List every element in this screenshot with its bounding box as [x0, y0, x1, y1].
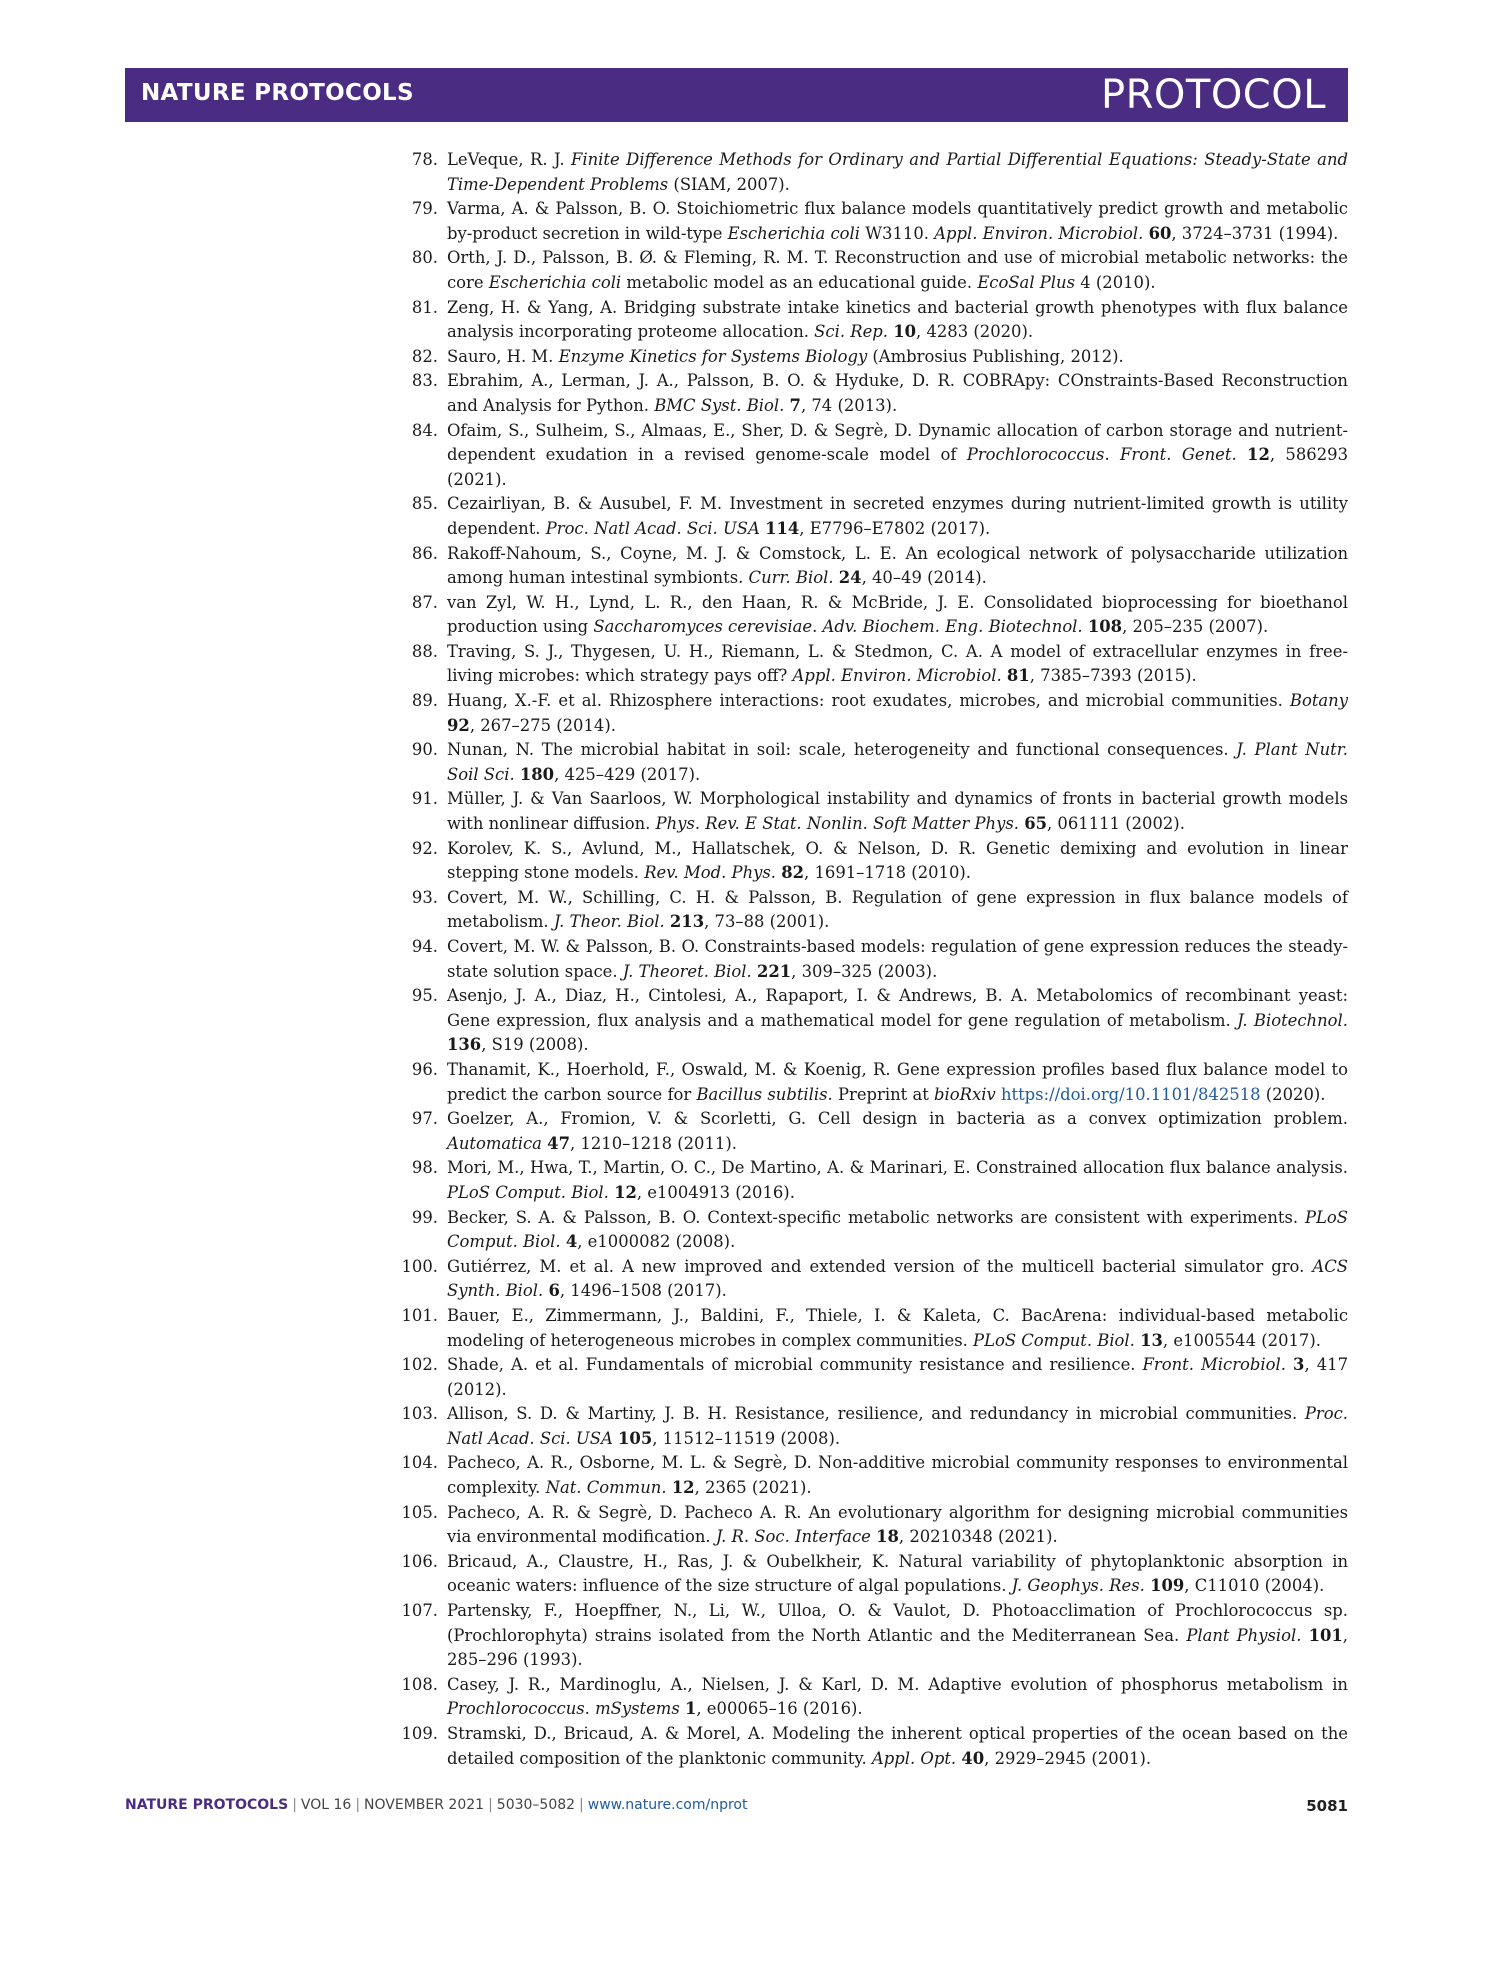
reference-italic-text: Botany: [1289, 691, 1348, 711]
reference-italic-text: Escherichia coli: [488, 272, 622, 292]
reference-item: [400, 1501, 1348, 1550]
reference-number: 83.: [411, 371, 438, 391]
reference-item: [400, 492, 1348, 541]
reference-number: 82.: [411, 346, 438, 366]
reference-text: , 417 (2012).: [447, 1355, 1348, 1399]
reference-volume: 12: [614, 1182, 637, 1202]
reference-italic-text: Plant Physiol.: [1186, 1625, 1302, 1645]
reference-volume: 12: [671, 1478, 695, 1498]
reference-text: , E7796–E7802 (2017).: [799, 518, 991, 538]
reference-item: [400, 738, 1348, 787]
reference-italic-text: Appl. Environ. Microbiol.: [934, 223, 1144, 243]
reference-volume: 47: [547, 1133, 570, 1153]
reference-text: Bauer, E., Zimmermann, J., Baldini, F., Thiele, I. & Kaleta, C. BacArena: individual-based metabolic modeling of heterogeneous microbes in complex communities.: [447, 1305, 1348, 1350]
reference-italic-text: Saccharomyces cerevisiae: [593, 617, 813, 637]
reference-text: , 309–325 (2003).: [791, 961, 938, 981]
reference-italic-text: Escherichia coli: [727, 223, 860, 243]
reference-text: , C11010 (2004).: [1184, 1576, 1325, 1596]
reference-item: [400, 689, 1348, 738]
reference-text: Traving, S. J., Thygesen, U. H., Riemann, L. & Stedmon, C. A. A model of extracellular enzymes in free-living microbes: which strategy pays off?: [447, 641, 1348, 686]
reference-volume: 221: [756, 961, 792, 981]
reference-number: 90.: [411, 740, 438, 760]
reference-number: 97.: [411, 1109, 438, 1129]
reference-text: .: [1104, 445, 1121, 465]
reference-italic-text: Proc. Natl Acad. Sci. USA: [447, 1404, 1348, 1448]
reference-item: [400, 345, 1348, 370]
reference-volume: 13: [1140, 1330, 1163, 1350]
reference-number: 78.: [411, 150, 438, 169]
reference-number: 107.: [401, 1601, 438, 1621]
reference-number: 108.: [401, 1674, 438, 1694]
reference-italic-text: Curr. Biol.: [748, 568, 834, 588]
reference-italic-text: Appl. Opt.: [871, 1748, 957, 1768]
reference-italic-text: ACS Synth. Biol.: [447, 1256, 1348, 1301]
reference-item: [400, 369, 1348, 418]
reference-item: [400, 1402, 1348, 1451]
reference-text: Casey, J. R., Mardinoglu, A., Nielsen, J. & Karl, D. M. Adaptive evolution of phosphorus metabolism in: [447, 1674, 1348, 1694]
reference-item: [400, 1107, 1348, 1156]
reference-number: 86.: [411, 543, 438, 563]
reference-item: [400, 1722, 1348, 1771]
reference-doi-link[interactable]: https://doi.org/10.1101/842518: [1000, 1084, 1261, 1104]
reference-number: 109.: [401, 1724, 438, 1743]
reference-text: Korolev, K. S., Avlund, M., Hallatschek, O. & Nelson, D. R. Genetic demixing and evolution in linear stepping stone models.: [447, 838, 1348, 883]
reference-text: , 586293 (2021).: [447, 445, 1348, 489]
reference-italic-text: mSystems: [595, 1699, 680, 1719]
reference-text: Huang, X.-F. et al. Rhizosphere interactions: root exudates, microbes, and microbial communities.: [447, 691, 1290, 711]
reference-number: 104.: [401, 1453, 438, 1473]
reference-number: 79.: [411, 199, 438, 219]
reference-number: 81.: [411, 297, 438, 317]
footer-volume: VOL 16: [300, 1797, 352, 1813]
reference-italic-text: bioRxiv: [934, 1084, 996, 1104]
reference-italic-text: Automatica: [447, 1133, 542, 1153]
reference-italic-text: J. R. Soc. Interface: [715, 1527, 871, 1547]
reference-text: (Ambrosius Publishing, 2012).: [867, 346, 1124, 366]
footer-url-link[interactable]: www.nature.com/nprot: [587, 1797, 748, 1813]
reference-text: Asenjo, J. A., Diaz, H., Cintolesi, A., Rapaport, I. & Andrews, B. A. Metabolomics of recombinant yeast: Gene expression, flux analysis and a mathematical model for gene regulation of metabolism.: [447, 986, 1348, 1030]
reference-text: , 285–296 (1993).: [447, 1625, 1348, 1670]
reference-italic-text: PLoS Comput. Biol.: [973, 1330, 1135, 1350]
reference-number: 95.: [411, 986, 438, 1006]
reference-item: [400, 886, 1348, 935]
reference-number: 105.: [401, 1502, 438, 1522]
reference-item: [400, 246, 1348, 295]
reference-text: , 11512–11519 (2008).: [652, 1428, 841, 1448]
reference-text: , e1004913 (2016).: [636, 1182, 795, 1202]
reference-text: Cezairliyan, B. & Ausubel, F. M. Investment in secreted enzymes during nutrient-limited growth is utility dependent.: [447, 494, 1348, 538]
reference-item: [400, 837, 1348, 886]
reference-volume: 180: [519, 764, 555, 784]
reference-item: [400, 984, 1348, 1058]
reference-text: metabolic model as an educational guide.: [621, 272, 978, 292]
reference-text: , S19 (2008).: [481, 1035, 589, 1055]
reference-text: , 425–429 (2017).: [554, 764, 701, 784]
reference-number: 103.: [401, 1404, 438, 1424]
reference-item: [400, 1255, 1348, 1304]
footer-date: NOVEMBER 2021: [364, 1797, 485, 1813]
reference-number: 96.: [411, 1059, 438, 1079]
reference-text: , e1000082 (2008).: [577, 1232, 736, 1252]
reference-volume: 6: [548, 1281, 560, 1301]
reference-italic-text: J. Theor. Biol.: [553, 912, 665, 932]
reference-text: . Preprint at: [827, 1084, 935, 1104]
reference-number: 85.: [411, 494, 438, 514]
reference-italic-text: J. Theoret. Biol.: [622, 961, 752, 981]
reference-volume: 4: [565, 1232, 578, 1252]
reference-volume: 65: [1024, 814, 1047, 834]
reference-text: , 205–235 (2007).: [1122, 617, 1269, 637]
reference-volume: 18: [876, 1527, 899, 1547]
reference-item: [400, 148, 1348, 197]
reference-item: [400, 1353, 1348, 1402]
reference-italic-text: J. Plant Nutr. Soil Sci.: [447, 740, 1349, 784]
reference-volume: 40: [961, 1748, 985, 1768]
reference-number: 98.: [411, 1158, 438, 1178]
reference-volume: 114: [765, 518, 800, 538]
section-label: PROTOCOL: [1100, 72, 1326, 118]
reference-text: Gutiérrez, M. et al. A new improved and extended version of the multicell bacterial simulator gro.: [447, 1256, 1313, 1276]
reference-volume: 1: [684, 1699, 697, 1719]
reference-item: [400, 419, 1348, 493]
reference-number: 99.: [411, 1207, 438, 1227]
reference-text: [1301, 1626, 1308, 1645]
reference-item: [400, 1058, 1348, 1107]
reference-text: [1237, 445, 1247, 464]
reference-item: [400, 1673, 1348, 1722]
reference-text: LeVeque, R. J.: [447, 150, 572, 169]
reference-text: , 061111 (2002).: [1047, 814, 1185, 834]
reference-item: [400, 591, 1348, 640]
reference-text: , 20210348 (2021).: [898, 1527, 1058, 1547]
reference-italic-text: J. Geophys. Res.: [1011, 1576, 1145, 1596]
reference-item: [400, 542, 1348, 591]
reference-volume: 105: [618, 1428, 653, 1448]
reference-italic-text: Appl. Environ. Microbiol.: [792, 666, 1002, 686]
reference-text: , 267–275 (2014).: [469, 715, 616, 735]
reference-volume: 81: [1006, 666, 1030, 686]
reference-text: Ofaim, S., Sulheim, S., Almaas, E., Sher, D. & Segrè, D. Dynamic allocation of carbon storage and nutrient-dependent exudation in a revised genome-scale model of: [447, 420, 1348, 465]
reference-number: 84.: [411, 420, 438, 440]
reference-text: , 3724–3731 (1994).: [1171, 223, 1339, 243]
reference-italic-text: PLoS Comput. Biol.: [447, 1182, 609, 1202]
reference-text: Covert, M. W., Schilling, C. H. & Palsson, B. Regulation of gene expression in flux balance models of metabolism.: [447, 887, 1348, 932]
reference-italic-text: Adv. Biochem. Eng. Biotechnol.: [822, 617, 1083, 637]
reference-text: Ebrahim, A., Lerman, J. A., Palsson, B. O. & Hyduke, D. R. COBRApy: COnstraints-Based Reconstruction and Analysis for Python.: [447, 371, 1348, 415]
reference-text: , 40–49 (2014).: [861, 568, 987, 588]
reference-text: (2020).: [1260, 1084, 1326, 1104]
reference-number: 80.: [411, 248, 438, 268]
reference-volume: 136: [447, 1035, 482, 1055]
reference-italic-text: Enzyme Kinetics for Systems Biology: [558, 346, 868, 366]
reference-item: [400, 787, 1348, 836]
reference-item: [400, 1304, 1348, 1353]
reference-number: 88.: [411, 641, 438, 661]
reference-text: , 2365 (2021).: [694, 1478, 812, 1498]
reference-text: Shade, A. et al. Fundamentals of microbial community resistance and resilience.: [447, 1355, 1143, 1375]
reference-text: , 1210–1218 (2011).: [569, 1133, 737, 1153]
reference-italic-text: Finite Difference Methods for Ordinary and Partial Differential Equations: Steady-State and Time-Dependent Problems: [447, 150, 1348, 194]
reference-item: [400, 197, 1348, 246]
reference-item: [400, 296, 1348, 345]
reference-italic-text: BMC Syst. Biol.: [654, 395, 785, 415]
reference-text: , 7385–7393 (2015).: [1029, 666, 1197, 686]
reference-volume: 3: [1293, 1355, 1305, 1375]
reference-volume: 108: [1087, 617, 1123, 637]
reference-text: , e1005544 (2017).: [1162, 1330, 1321, 1350]
reference-text: Partensky, F., Hoepffner, N., Li, W., Ulloa, O. & Vaulot, D. Photoacclimation of Prochlorococcus sp. (Prochlorophyta) strains isolated from the North Atlantic and the Mediterranean Sea.: [447, 1601, 1348, 1645]
reference-number: 94.: [411, 937, 438, 956]
reference-text: Allison, S. D. & Martiny, J. B. H. Resistance, resilience, and redundancy in microbial communities.: [447, 1404, 1305, 1424]
reference-text: , e00065–16 (2016).: [696, 1699, 863, 1719]
reference-volume: 10: [893, 322, 917, 342]
reference-text: Covert, M. W. & Palsson, B. O. Constraints-based models: regulation of gene expression reduces the steady-state solution space.: [447, 937, 1348, 981]
reference-text: Mori, M., Hwa, T., Martin, O. C., De Martino, A. & Marinari, E. Constrained allocation flux balance analysis.: [447, 1158, 1348, 1178]
reference-number: 91.: [411, 789, 438, 809]
reference-text: van Zyl, W. H., Lynd, L. R., den Haan, R. & McBride, J. E. Consolidated bioprocessing for bioethanol production using: [447, 592, 1348, 637]
reference-italic-text: Prochlorococcus: [447, 1699, 585, 1719]
reference-number: 101.: [401, 1305, 438, 1325]
journal-header-bar: [125, 68, 1348, 122]
reference-volume: 12: [1247, 445, 1270, 465]
journal-name: NATURE PROTOCOLS: [141, 80, 414, 106]
reference-text: , 74 (2013).: [800, 395, 898, 415]
reference-italic-text: Nat. Commun.: [545, 1478, 667, 1498]
reference-volume: 213: [669, 912, 705, 932]
reference-text: .: [812, 617, 823, 637]
reference-item: [400, 1599, 1348, 1673]
reference-text: , 1496–1508 (2017).: [559, 1281, 727, 1301]
page-footer: NATURE PROTOCOLS | VOL 16 | NOVEMBER 2021 | 5030–5082 | www.nature.com/nprot 5081: [125, 1797, 1348, 1815]
reference-text: 4 (2010).: [1075, 272, 1156, 292]
reference-volume: 24: [838, 568, 862, 588]
reference-number: 93.: [411, 887, 438, 907]
reference-item: [400, 1451, 1348, 1500]
reference-number: 102.: [401, 1355, 438, 1375]
reference-text: Sauro, H. M.: [447, 346, 559, 366]
reference-italic-text: Phys. Rev. E Stat. Nonlin. Soft Matter Phys.: [655, 814, 1019, 834]
reference-number: 89.: [411, 691, 438, 711]
reference-italic-text: Proc. Natl Acad. Sci. USA: [545, 518, 760, 538]
reference-text: Varma, A. & Palsson, B. O. Stoichiometric flux balance models quantitatively predict growth and metabolic by-product secretion in wild-type: [447, 199, 1348, 243]
reference-item: [400, 935, 1348, 984]
reference-item: [400, 640, 1348, 689]
reference-text: , 2929–2945 (2001).: [984, 1748, 1152, 1768]
reference-text: Zeng, H. & Yang, A. Bridging substrate intake kinetics and bacterial growth phenotypes with flux balance analysis incorporating proteome allocation.: [447, 297, 1348, 342]
reference-item: [400, 1550, 1348, 1599]
reference-item: [400, 1156, 1348, 1205]
reference-number: 100.: [401, 1256, 438, 1276]
reference-text: Goelzer, A., Fromion, V. & Scorletti, G. Cell design in bacteria as a convex optimization problem.: [447, 1109, 1348, 1129]
reference-text: Stramski, D., Bricaud, A. & Morel, A. Modeling the inherent optical properties of the ocean based on the detailed composition of the planktonic community.: [447, 1724, 1348, 1768]
reference-number: 92.: [411, 838, 438, 858]
reference-italic-text: EcoSal Plus: [977, 272, 1076, 292]
reference-text: , 1691–1718 (2010).: [804, 863, 972, 883]
reference-list: [400, 148, 1348, 1771]
reference-number: 87.: [411, 592, 438, 612]
reference-volume: 82: [781, 863, 805, 883]
reference-volume: 101: [1308, 1625, 1343, 1645]
reference-text: Becker, S. A. & Palsson, B. O. Context-specific metabolic networks are consistent with experiments.: [447, 1207, 1305, 1227]
reference-item: [400, 1206, 1348, 1255]
page-number: 5081: [1306, 1797, 1348, 1815]
reference-text: , 4283 (2020).: [916, 322, 1034, 342]
reference-italic-text: J. Biotechnol.: [1237, 1010, 1348, 1030]
footer-journal: NATURE PROTOCOLS: [125, 1797, 289, 1813]
reference-italic-text: Rev. Mod. Phys.: [644, 863, 777, 883]
reference-text: Pacheco, A. R., Osborne, M. L. & Segrè, D. Non-additive microbial community responses to environmental complexity.: [447, 1453, 1348, 1498]
reference-text: Nunan, N. The microbial habitat in soil: scale, heterogeneity and functional consequences.: [447, 740, 1237, 760]
reference-volume: 109: [1150, 1576, 1185, 1596]
reference-italic-text: PLoS Comput. Biol.: [447, 1207, 1348, 1252]
reference-volume: 92: [447, 715, 470, 735]
reference-text: Thanamit, K., Hoerhold, F., Oswald, M. & Koenig, R. Gene expression profiles based flux balance model to predict the carbon source for: [447, 1059, 1348, 1104]
reference-italic-text: Sci. Rep.: [814, 322, 888, 342]
reference-text: [1286, 1355, 1293, 1374]
reference-text: (SIAM, 2007).: [668, 174, 790, 194]
reference-text: Pacheco, A. R. & Segrè, D. Pacheco A. R. An evolutionary algorithm for designing microbial communities via environmental modification.: [447, 1502, 1348, 1547]
reference-text: Bricaud, A., Claustre, H., Ras, J. & Oubelkheir, K. Natural variability of phytoplanktonic absorption in oceanic waters: influence of the size structure of algal populations.: [447, 1551, 1348, 1596]
reference-italic-text: Bacillus subtilis: [696, 1084, 828, 1104]
reference-text: , 73–88 (2001).: [704, 912, 830, 932]
reference-text: .: [584, 1699, 596, 1719]
reference-number: 106.: [401, 1551, 438, 1571]
reference-text: Orth, J. D., Palsson, B. Ø. & Fleming, R. M. T. Reconstruction and use of microbial metabolic networks: the core: [447, 248, 1348, 292]
reference-text: Rakoff-Nahoum, S., Coyne, M. J. & Comstock, L. E. An ecological network of polysaccharide utilization among human intestinal symbionts.: [447, 543, 1348, 588]
reference-text: W3110.: [860, 223, 935, 243]
reference-italic-text: Front. Microbiol.: [1142, 1355, 1286, 1375]
reference-italic-text: Front. Genet.: [1120, 445, 1237, 465]
reference-volume: 7: [789, 395, 801, 415]
footer-pages: 5030–5082: [496, 1797, 576, 1813]
reference-text: Müller, J. & Van Saarloos, W. Morphological instability and dynamics of fronts in bacterial growth models with nonlinear diffusion.: [447, 789, 1348, 834]
reference-italic-text: Prochlorococcus: [966, 445, 1105, 465]
reference-volume: 60: [1148, 223, 1172, 243]
